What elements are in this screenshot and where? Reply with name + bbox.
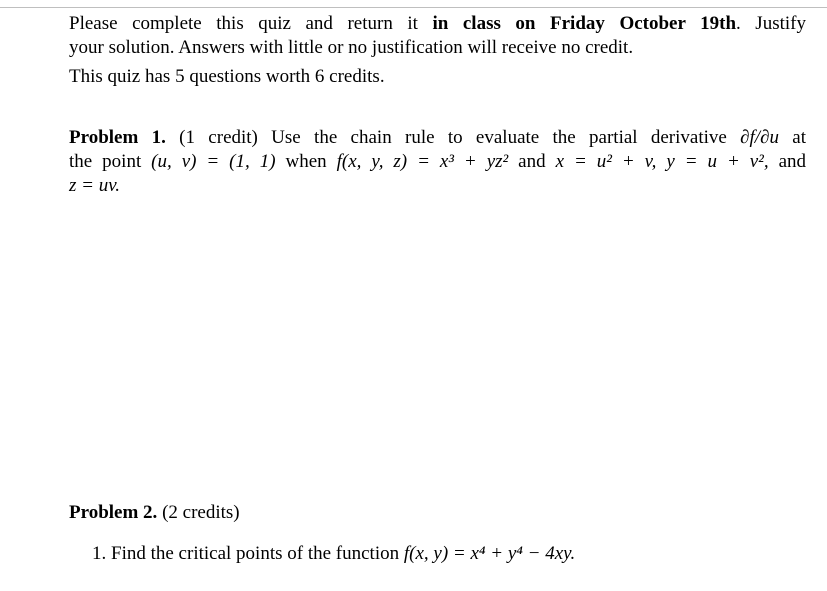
problem-2-credits: (2 credits) [162,502,240,523]
problem-2-heading: Problem 2. [69,502,158,523]
problem-1-line-3 [69,174,120,198]
problem-1-heading: Problem 1. [69,127,166,148]
intro-text: Please complete this quiz and return it [69,13,433,34]
function-expression: f(x, y, z) = x³ + yz² [336,151,509,172]
function-expression: f(x, y) = x⁴ + y⁴ − 4xy. [403,543,576,564]
point-expression: (u, v) = (1, 1) [151,151,276,172]
intro-line-3: This quiz has 5 questions worth 6 credits. [69,66,385,87]
problem-1-text: the point [69,151,152,172]
problem-1-text: and [768,151,807,172]
item-number: 1. [92,543,107,564]
problem-1-text: and [508,151,556,172]
substitution-expression: x = u² + v, y = u + v², [555,151,769,172]
intro-text: . Justify [736,13,806,34]
problem-2-line-1 [69,501,240,525]
problem-1-line-1 [69,126,806,150]
top-rule [0,7,827,8]
problem-1-line-2 [69,150,806,174]
partial-derivative: ∂f/∂u [740,127,779,148]
z-expression: z = uv. [69,175,120,196]
problem-1-text: (1 credit) Use the chain rule to evaluate the partial derivative [179,127,741,148]
item-text: Find the critical points of the function [111,543,404,564]
problem-1-text: at [778,127,807,148]
intro-line-2: your solution. Answers with little or no justification will receive no credit. [69,37,634,58]
intro-line-1 [69,12,806,36]
problem-2-item-1 [92,542,575,566]
problem-1-text: when [275,151,337,172]
due-date: in class on Friday October 19th [432,13,737,34]
